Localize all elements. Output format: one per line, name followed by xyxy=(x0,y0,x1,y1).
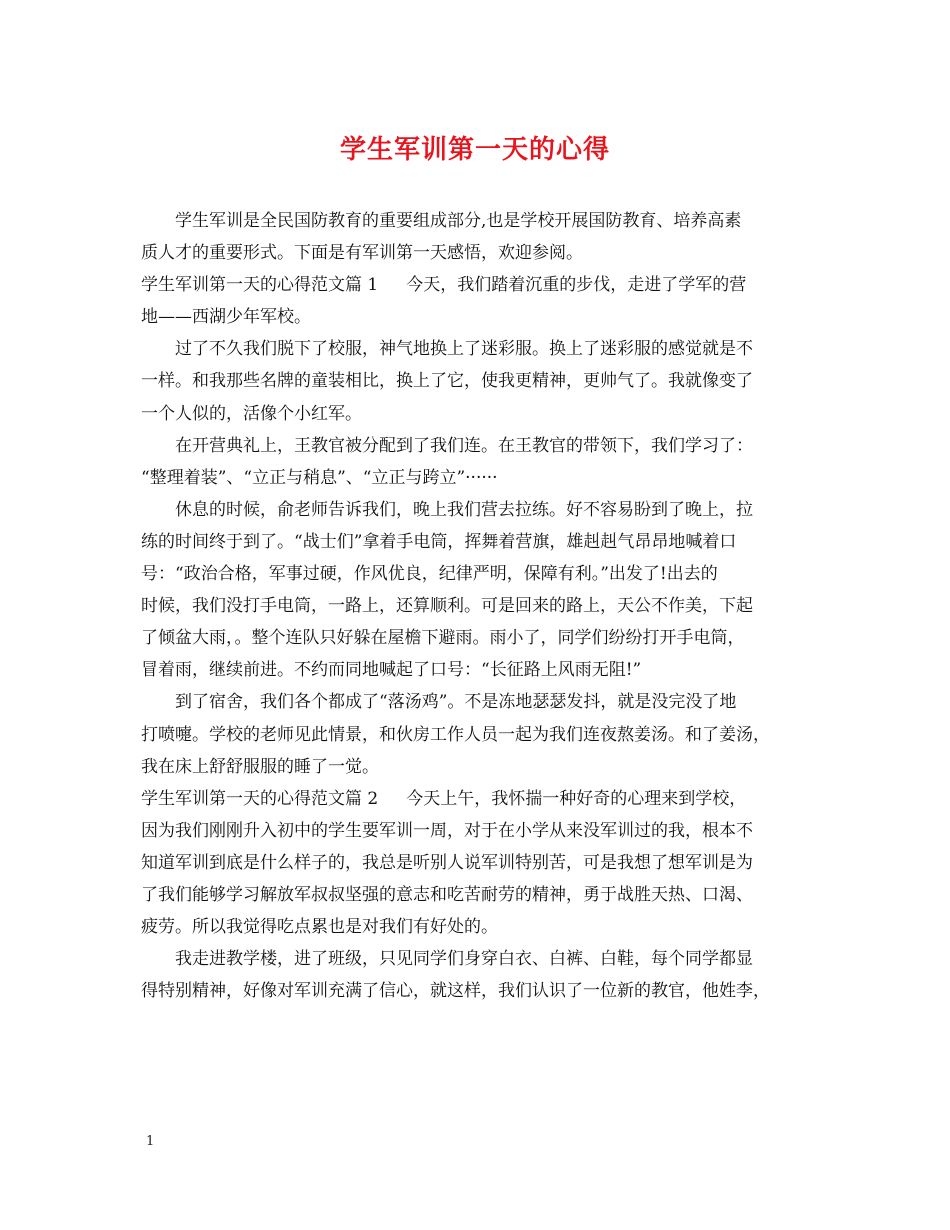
section-1-label: 学生军训第一天的心得范文篇 1 xyxy=(141,275,379,296)
text-line xyxy=(141,783,821,815)
text-line: 一样。和我那些名牌的童装相比，换上了它，使我更精神，更帅气了。我就像变了 xyxy=(141,371,753,392)
paragraph-ceremony xyxy=(141,430,821,462)
document-body xyxy=(141,205,821,1007)
text-line: 练的时间终于到了。“战士们”拿着手电筒，挥舞着营旗，雄赳赳气昂昂地喊着口 xyxy=(141,531,737,552)
section-2-heading xyxy=(141,783,821,943)
text-line: 休息的时候，俞老师告诉我们，晚上我们营去拉练。好不容易盼到了晚上，拉 xyxy=(175,499,753,520)
text-line: 疲劳。所以我觉得吃点累也是对我们有好处的。 xyxy=(141,917,498,938)
page-number: 1 xyxy=(146,1134,155,1149)
text-line: 了我们能够学习解放军叔叔坚强的意志和吃苦耐劳的精神，勇于战胜天热、口渴、 xyxy=(141,884,753,905)
intro-paragraph xyxy=(141,205,821,237)
paragraph-uniform xyxy=(141,333,821,365)
text-line: 号：“政治合格，军事过硬，作风优良，纪律严明，保障有利。”出发了!出去的 xyxy=(141,564,718,585)
text-line: 了倾盆大雨，。整个连队只好躲在屋檐下避雨。雨小了，同学们纷纷打开手电筒， xyxy=(141,628,745,649)
section-1-heading xyxy=(141,269,821,333)
text-line: 得特别精神，好像对军训充满了信心，就这样，我们认识了一位新的教官，他姓李， xyxy=(141,981,770,1002)
paragraph-dorm-continued xyxy=(141,719,821,783)
text-line: 冒着雨，继续前进。不约而同地喊起了口号：“长征路上风雨无阻!” xyxy=(141,660,642,681)
text-line: 我在床上舒舒服服的睡了一觉。 xyxy=(141,756,379,777)
text-line: 过了不久我们脱下了校服，神气地换上了迷彩服。换上了迷彩服的感觉就是不 xyxy=(175,339,753,360)
text-line: 到了宿舍，我们各个都成了“落汤鸡”。不是冻地瑟瑟发抖，就是没完没了地 xyxy=(175,692,737,713)
paragraph-classroom xyxy=(141,943,821,975)
section-1-first-line: 今天，我们踏着沉重的步伐，走进了学军的营 xyxy=(406,275,747,296)
text-line: 时候，我们没打手电筒，一路上，还算顺利。可是回来的路上，天公不作美，下起 xyxy=(141,596,753,617)
document-title: 学生军训第一天的心得 xyxy=(339,135,610,165)
paragraph-night-march xyxy=(141,494,821,526)
text-line: 质人才的重要形式。下面是有军训第一天感悟，欢迎参阅。 xyxy=(141,243,583,264)
paragraph-uniform-continued xyxy=(141,365,821,429)
intro-paragraph-continued xyxy=(141,237,821,269)
text-line: 我走进教学楼，进了班级，只见同学们身穿白衣、白裤、白鞋，每个同学都显 xyxy=(175,949,753,970)
section-2-first-line: 今天上午，我怀揣一种好奇的心理来到学校， xyxy=(406,788,747,809)
paragraph-ceremony-continued xyxy=(141,462,821,494)
text-line: 因为我们刚刚升入初中的学生要军训一周，对于在小学从来没军训过的我，根本不 xyxy=(141,820,753,841)
text-line: “整理着装”、“立正与稍息”、“立正与跨立”······ xyxy=(141,467,498,488)
paragraph-dorm xyxy=(141,686,821,718)
text-line: 一个人似的，活像个小红军。 xyxy=(141,403,362,424)
paragraph-night-march-continued xyxy=(141,526,821,686)
text-line: 学生军训是全民国防教育的重要组成部分,也是学校开展国防教育、培养高素 xyxy=(175,211,742,231)
section-2-label: 学生军训第一天的心得范文篇 2 xyxy=(141,788,379,809)
text-line: 知道军训到底是什么样子的，我总是听别人说军训特别苦，可是我想了想军训是为 xyxy=(141,852,753,873)
text-line xyxy=(141,269,821,301)
text-line: 打喷嚏。学校的老师见此情景，和伙房工作人员一起为我们连夜熬姜汤。和了姜汤， xyxy=(141,724,770,745)
text-line: 地——西湖少年军校。 xyxy=(141,307,311,328)
text-line: 在开营典礼上，王教官被分配到了我们连。在王教官的带领下，我们学习了： xyxy=(175,435,753,456)
paragraph-classroom-continued xyxy=(141,975,821,1007)
